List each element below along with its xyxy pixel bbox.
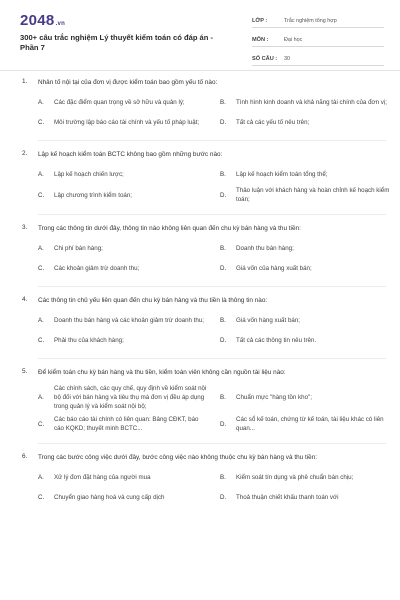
question-text: Trong các thông tin dưới đây, thông tin nào không liên quan đến chu kỳ bán hàng và thu tiền: [38, 225, 301, 232]
option-text: Lập kế hoạch chiến lược; [54, 170, 124, 178]
option-letter: D. [220, 264, 227, 272]
question-number: 1. [22, 78, 28, 85]
question-number: 2. [22, 150, 28, 157]
answer-option-d[interactable] [220, 114, 392, 130]
info-row-count [252, 52, 384, 66]
option-text: Lập kế hoạch kiểm toán tổng thể; [236, 170, 328, 178]
question-item [0, 453, 400, 509]
answer-option-c[interactable] [38, 489, 210, 505]
info-row-subject [252, 33, 384, 47]
answer-option-b[interactable] [220, 166, 392, 182]
option-letter: C. [38, 191, 45, 199]
option-text: Các đặc điểm quan trọng về sở hữu và quản lý; [54, 98, 185, 106]
answer-option-c[interactable] [38, 260, 210, 276]
option-text: Thoả thuận chiết khấu thanh toán với [236, 493, 339, 501]
question-divider [38, 286, 386, 287]
answer-option-d[interactable] [220, 186, 392, 204]
option-letter: D. [220, 336, 227, 344]
option-letter: B. [220, 170, 226, 178]
option-letter: A. [38, 98, 44, 106]
answer-option-b[interactable] [220, 94, 392, 110]
info-key: SỐ CÂU : [252, 55, 278, 62]
option-text: Doanh thu bán hàng; [236, 244, 294, 252]
option-text: Các sổ kế toán, chứng từ kế toán, tài liệu khác có liên quan... [236, 416, 384, 432]
answer-option-d[interactable] [220, 260, 392, 276]
info-value: Đại học [284, 36, 303, 43]
option-text: Thảo luận với khách hàng và hoàn chỉnh kế hoạch kiểm toán; [236, 187, 390, 203]
option-text: Giá vốn hàng xuất bán; [236, 316, 300, 324]
question-text: Nhân tố nội tại của đơn vị được kiểm toán bao gồm yếu tố nào: [38, 79, 218, 86]
option-letter: A. [38, 473, 44, 481]
option-text: Các báo cáo tài chính có liên quan: Bảng CĐKT, báo cáo KQKD; thuyết minh BCTC... [54, 416, 199, 432]
option-letter: D. [220, 420, 227, 428]
question-number: 5. [22, 368, 28, 375]
answer-options [38, 94, 386, 134]
option-letter: C. [38, 118, 45, 126]
option-letter: B. [220, 473, 226, 481]
answer-option-c[interactable] [38, 186, 210, 204]
option-text: Các khoản giảm trừ doanh thu; [54, 264, 140, 272]
option-letter: B. [220, 244, 226, 252]
answer-option-c[interactable] [38, 332, 210, 348]
option-text: Doanh thu bán hàng và các khoản giảm trừ doanh thu; [54, 316, 204, 324]
answer-options [38, 469, 386, 509]
question-number: 3. [22, 224, 28, 231]
quiz-title: 300+ câu trắc nghiệm Lý thuyết kiểm toán có đáp án - Phần 7 [20, 33, 214, 52]
logo-tld: .vn [55, 21, 66, 27]
answer-option-a[interactable] [38, 312, 210, 328]
info-value: Trắc nghiệm tổng hợp [284, 17, 337, 24]
question-item [0, 224, 400, 287]
info-row-class [252, 14, 384, 28]
answer-option-d[interactable] [220, 489, 392, 505]
answer-option-b[interactable] [220, 469, 392, 485]
option-text: Phải thu của khách hàng; [54, 336, 124, 344]
question-number: 6. [22, 453, 28, 460]
option-letter: B. [220, 316, 226, 324]
question-text: Để kiểm toán chu kỳ bán hàng và thu tiền, kiểm toán viên không cần nguồn tài liệu nào: [38, 369, 286, 376]
question-text: Trong các bước công việc dưới đây, bước công việc nào không thuộc chu kỳ bán hàng và thu tiền: [38, 454, 318, 461]
option-text: Giá vốn của hàng xuất bán; [236, 264, 312, 272]
question-number: 4. [22, 296, 28, 303]
option-letter: C. [38, 336, 45, 344]
answer-options [38, 312, 386, 352]
question-item [0, 368, 400, 444]
answer-option-b[interactable] [220, 240, 392, 256]
question-item [0, 296, 400, 359]
question-list [0, 78, 400, 509]
answer-option-a[interactable] [38, 469, 210, 485]
option-text: Lập chương trình kiểm toán; [54, 191, 133, 199]
answer-option-d[interactable] [220, 415, 392, 433]
info-value: 30 [284, 55, 290, 62]
info-key: LỚP : [252, 17, 268, 24]
option-text: Chuẩn mực "hàng tồn kho"; [236, 394, 312, 401]
option-text: Tất cả các thông tin nêu trên. [236, 336, 317, 344]
answer-options [38, 240, 386, 280]
option-letter: C. [38, 420, 45, 428]
option-letter: B. [220, 394, 226, 401]
question-divider [38, 358, 386, 359]
question-divider [38, 140, 386, 141]
answer-option-c[interactable] [38, 114, 210, 130]
site-logo[interactable] [20, 12, 65, 29]
option-text: Tình hình kinh doanh và khả năng tài chính của đơn vị; [236, 98, 387, 106]
question-item [0, 150, 400, 215]
answer-option-b[interactable] [220, 312, 392, 328]
question-item [0, 78, 400, 141]
option-text: Chuyển giao hàng hoá và cung cấp dịch [54, 493, 165, 501]
option-text: Tất cả các yếu tố nêu trên; [236, 118, 310, 126]
page-header [0, 0, 400, 68]
option-letter: A. [38, 170, 44, 178]
option-letter: C. [38, 264, 45, 272]
option-text: Kiểm soát tín dụng và phê chuẩn bán chịu; [236, 473, 354, 481]
option-letter: D. [220, 493, 227, 501]
answer-option-b[interactable] [220, 384, 392, 411]
info-key: MÔN : [252, 36, 269, 43]
answer-option-a[interactable] [38, 166, 210, 182]
answer-option-a[interactable] [38, 240, 210, 256]
option-letter: C. [38, 493, 45, 501]
answer-options [38, 384, 386, 437]
option-letter: B. [220, 98, 226, 106]
option-letter: D. [220, 118, 227, 126]
option-letter: D. [220, 191, 227, 199]
option-text: Chi phí bán hàng; [54, 244, 103, 252]
option-text: Môi trường lập báo cáo tài chính và yếu tố pháp luật; [54, 118, 200, 126]
option-letter: A. [38, 316, 44, 324]
header-divider [0, 70, 400, 71]
answer-options [38, 166, 390, 208]
answer-option-c[interactable] [38, 415, 210, 433]
option-letter: A. [38, 244, 44, 252]
answer-option-d[interactable] [220, 332, 392, 348]
quiz-info-panel [252, 14, 384, 66]
answer-option-a[interactable] [38, 384, 210, 411]
question-text: Lập kế hoạch kiểm toán BCTC không bao gồm những bước nào: [38, 151, 223, 158]
option-letter: A. [38, 394, 44, 401]
question-divider [38, 214, 386, 215]
question-text: Các thông tin chủ yếu liên quan đến chu kỳ bán hàng và thu tiền là thông tin nào: [38, 297, 268, 304]
answer-option-a[interactable] [38, 94, 210, 110]
option-text: Xử lý đơn đặt hàng của người mua [54, 473, 151, 481]
question-divider [38, 443, 386, 444]
option-text: Các chính sách, các quy chế, quy định về kiểm soát nội bộ đối với bán hàng và tiêu thụ mà đơn vị đều áp dụng trong quản lý và kiểm soát nội bộ; [54, 385, 207, 410]
logo-main: 2048 [20, 12, 55, 29]
